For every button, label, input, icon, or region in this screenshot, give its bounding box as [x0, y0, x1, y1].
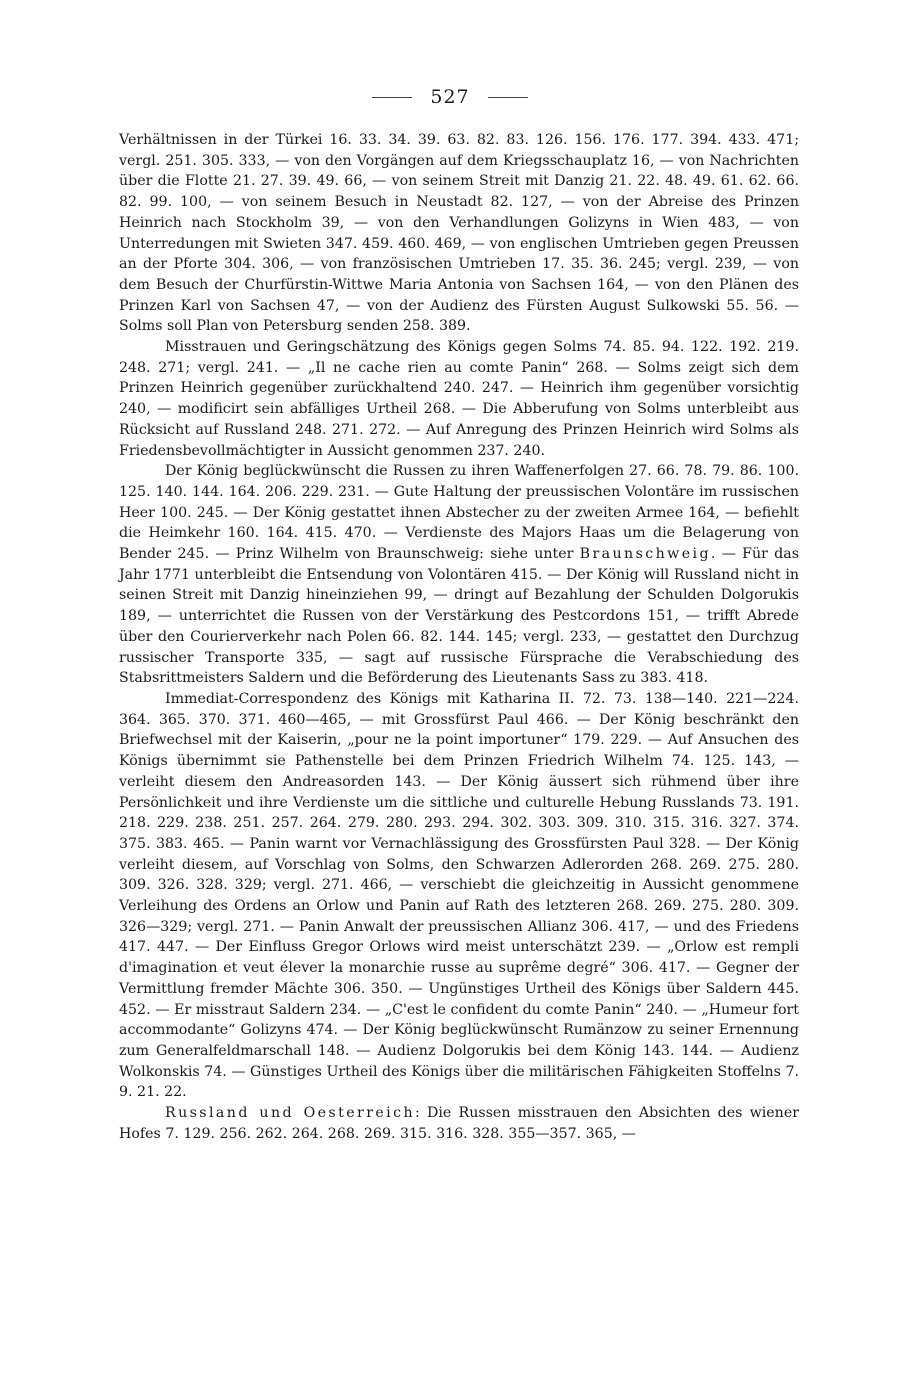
paragraph-text: Immediat-Correspondenz des Königs mit Katharina II. 72. 73. 138—140. 221—224. 364. 365. 370. 371. 460—465, — mit Grossfürst Paul 466. — Der König beschränkt den Briefwechsel mit der Kaiserin, „pour ne la point importuner“ 179. 229. — Auf Ansuchen des Königs übernimmt sie Pathenstelle bei dem Prinzen Friedrich Wilhelm 74. 125. 143, — verleiht diesem den Andreasorden 143. — Der König äussert sich rühmend über ihre Persönlichkeit und ihre Verdienste um die sittliche und culturelle Hebung Russlands 73. 191. 218. 229. 238. 251. 257. 264. 279. 280. 293. 294. 302. 303. 309. 310. 315. 316. 327. 374. 375. 383. 465. — Panin warnt vor Vernachlässigung des Grossfürsten Paul 328. — Der König verleiht diesem, auf Vorschlag von Solms, den Schwarzen Adlerorden 268. 269. 275. 280. 309. 326. 328. 329; vergl. 271. 466, — verschiebt die gleichzeitig in Aussicht genommene Verleihung des Ordens an Orlow und Panin auf Rath des letzteren 268. 269. 275. 280. 309. 326—329; vergl. 271. — Panin Anwalt der preussischen Allianz 306. 417, — und des Friedens 417. 447. — Der Einfluss Gregor Orlows wird meist unterschätzt 239. — „Orlow est rempli d'imagination et veut élever la monarchie russe au suprême degré“ 306. 417. — Gegner der Vermittlung fremder Mächte 306. 350. — Ungünstiges Urtheil des Königs über Saldern 445. 452. — Er misstraut Saldern 234. — „C'est le confident du comte Panin“ 240. — „Humeur fort accommodante“ Golizyns 474. — Der König beglückwünscht Rumänzow zu seiner Ernennung zum Generalfeldmarschall 148. — Audienz Dolgorukis bei dem König 143. 144. — Audienz Wolkonskis 74. — Günstiges Urtheil des Königs über die militärischen Fähigkeiten Stoffelns 7. 9. 21. 22. [119, 690, 799, 1101]
index-text-body [119, 130, 799, 1144]
paragraph-text: : Die Russen misstrauen den Absichten des wiener Hofes 7. 129. 256. 262. 264. 268. 269. 315. 316. 328. 355—357. 365, — [119, 1105, 799, 1142]
section-heading-spaced: Russland und Oesterreich [165, 1105, 415, 1122]
page-number: 527 [430, 86, 470, 108]
header-rule-left [372, 97, 412, 98]
cross-reference-spaced: Braunschweig [579, 546, 711, 563]
index-paragraph-5 [119, 1103, 799, 1144]
index-paragraph-3 [119, 461, 799, 689]
paragraph-text: . — Für das Jahr 1771 unterbleibt die Entsendung von Volontären 415. — Der König will Russland nicht in seinen Streit mit Danzig hineinziehen 99, — dringt auf Bezahlung der Schulden Dolgorukis 189, — unterrichtet die Russen von der Verstärkung des Pestcordons 151, — trifft Abrede über den Courierverkehr nach Polen 66. 82. 144. 145; vergl. 233, — gestattet den Durchzug russischer Transporte 335, — sagt auf russische Fürsprache die Verabschiedung des Stabsrittmeisters Saldern und die Beförderung des Lieutenants Sass zu 383. 418. [119, 546, 800, 687]
paragraph-text: Der König beglückwünscht die Russen zu ihren Waffenerfolgen 27. 66. 78. 79. 86. 100. 125. 140. 144. 164. 206. 229. 231. — Gute Haltung der preussischen Volontäre im russischen Heer 100. 245. — Der König gestattet ihnen Abstecher zu der zweiten Armee 164, — befiehlt die Heimkehr 160. 164. 415. 470. — Verdienste des Majors Haas um die Belagerung von Bender 245. — Prinz Wilhelm von Braunschweig: siehe unter [119, 463, 799, 563]
header-rule-right [488, 97, 528, 98]
index-paragraph-4 [119, 689, 799, 1103]
paragraph-text: Verhältnissen in der Türkei 16. 33. 34. 39. 63. 82. 83. 126. 156. 176. 177. 394. 433. 471; vergl. 251. 305. 333, — von den Vorgängen auf dem Kriegsschauplatz 16, — von Nachrichten über die Flotte 21. 27. 39. 49. 66, — von seinem Streit mit Danzig 21. 22. 48. 49. 61. 62. 66. 82. 99. 100, — von seinem Besuch in Neustadt 82. 127, — von der Abreise des Prinzen Heinrich nach Stockholm 39, — von den Verhandlungen Golizyns in Wien 483, — von Unterredungen mit Swieten 347. 459. 460. 469, — von englischen Umtrieben gegen Preussen an der Pforte 304. 306, — von französischen Umtrieben 17. 35. 36. 245; vergl. 239, — von dem Besuch der Churfürstin-Wittwe Maria Antonia von Sachsen 164, — von den Plänen des Prinzen Karl von Sachsen 47, — von der Audienz des Fürsten August Sulkowski 55. 56. — Solms soll Plan von Petersburg senden 258. 389. [119, 132, 799, 335]
index-paragraph-2 [119, 337, 799, 461]
index-paragraph-1 [119, 130, 799, 337]
paragraph-text: Misstrauen und Geringschätzung des Königs gegen Solms 74. 85. 94. 122. 192. 219. 248. 271; vergl. 241. — „Il ne cache rien au comte Panin“ 268. — Solms zeigt sich dem Prinzen Heinrich gegenüber zurückhaltend 240. 247. — Heinrich ihm gegenüber vorsichtig 240, — modificirt sein abfälliges Urtheil 268. — Die Abberufung von Solms unterbleibt aus Rücksicht auf Russland 248. 271. 272. — Auf Anregung des Prinzen Heinrich wird Solms als Friedensbevollmächtigter in Aussicht genommen 237. 240. [119, 339, 799, 459]
page-header [0, 86, 900, 108]
